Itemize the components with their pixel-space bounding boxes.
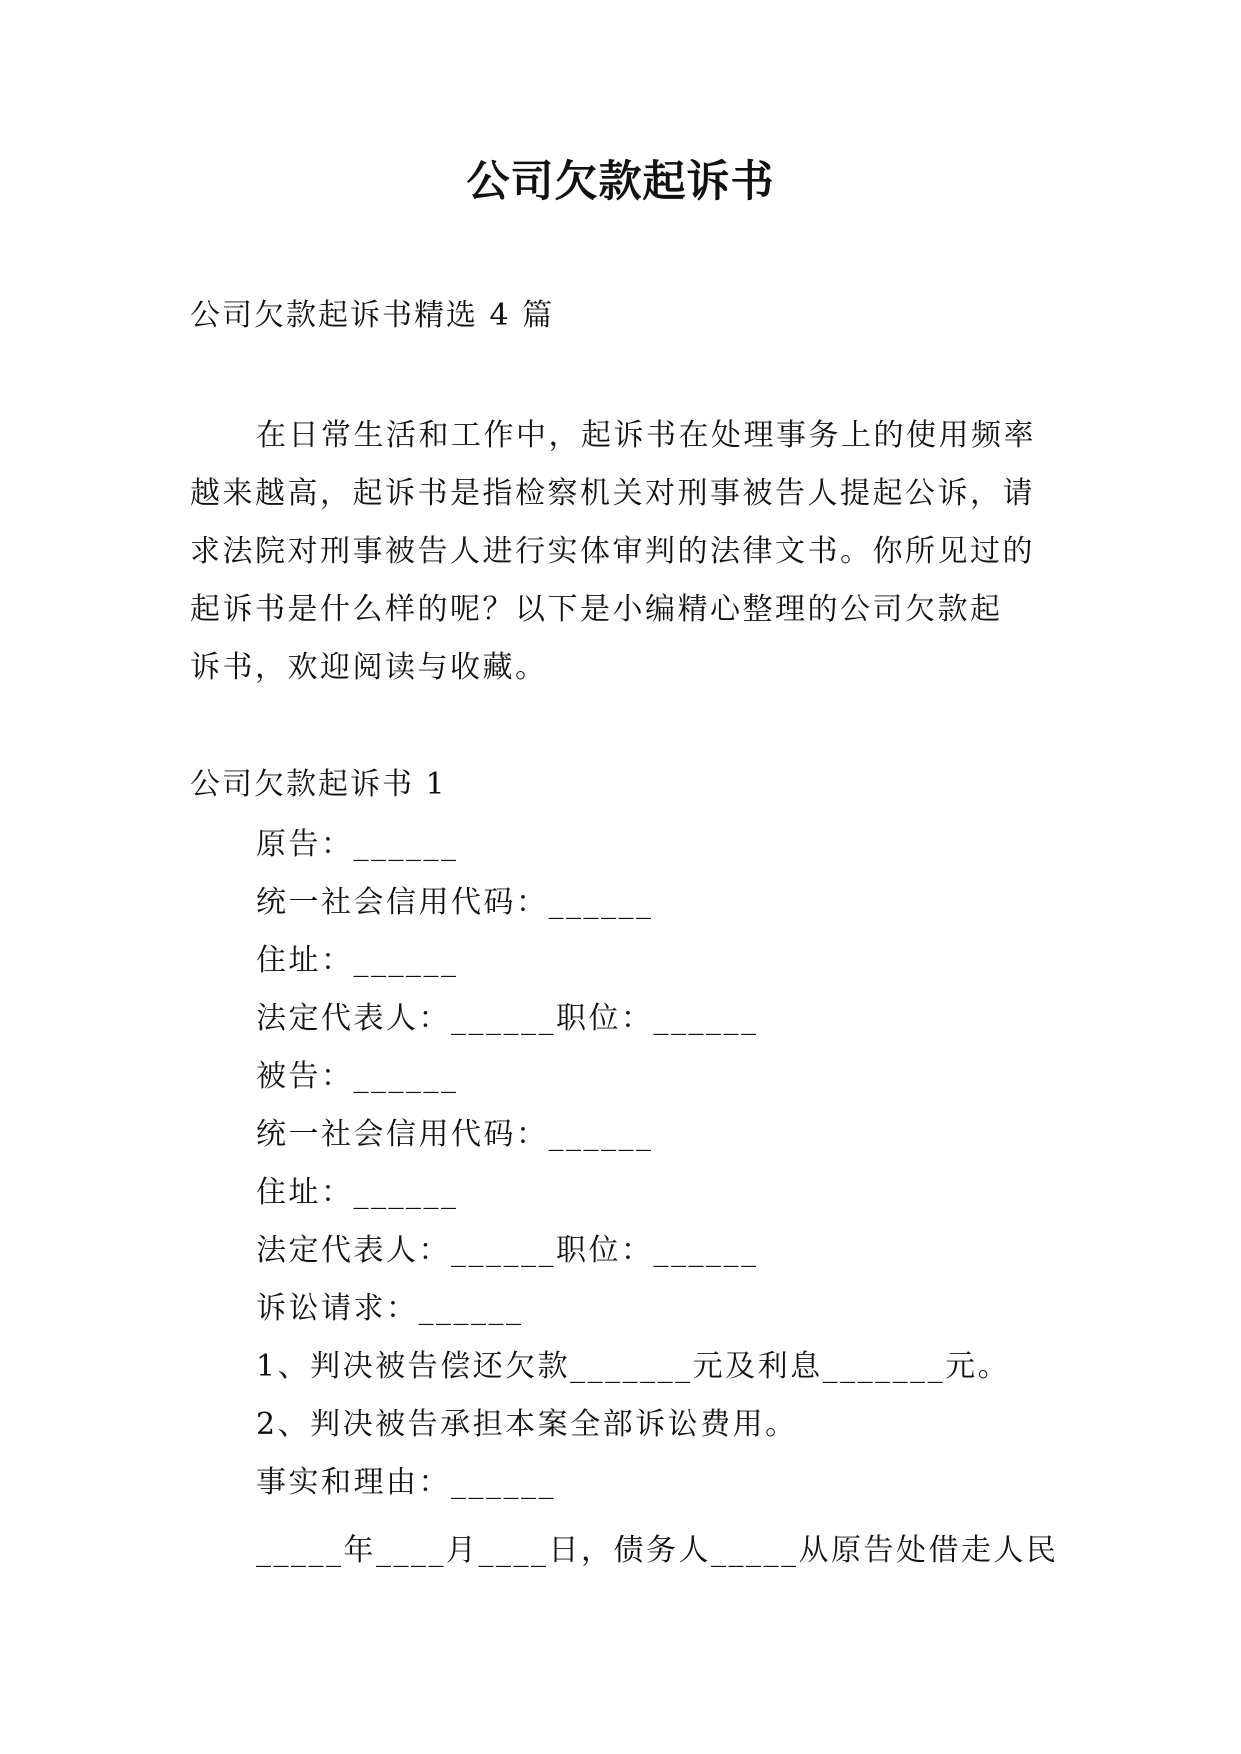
defendant-line: 被告：______ (256, 1059, 459, 1094)
facts-reasons-line: 事实和理由：______ (256, 1465, 556, 1500)
facts-text-line: _____年____月____日，债务人_____从原告处借走人民 (256, 1533, 1059, 1568)
intro-line: 起诉书是什么样的呢？以下是小编精心整理的公司欠款起 (190, 592, 1003, 627)
document-subtitle: 公司欠款起诉书精选 4 篇 (190, 298, 555, 333)
defendant-address-line: 住址：______ (256, 1175, 459, 1210)
claim-item-1: 1、判决被告偿还欠款_______元及利息_______元。 (256, 1349, 1011, 1384)
plaintiff-line: 原告：______ (256, 827, 459, 862)
intro-line: 越来越高，起诉书是指检察机关对刑事被告人提起公诉，请 (190, 476, 1035, 511)
defendant-credit-code-line: 统一社会信用代码：______ (256, 1117, 654, 1152)
intro-line: 诉书，欢迎阅读与收藏。 (190, 650, 548, 685)
claims-line: 诉讼请求：______ (256, 1291, 524, 1326)
section-heading: 公司欠款起诉书 1 (190, 767, 447, 802)
document-title: 公司欠款起诉书 (466, 157, 775, 207)
plaintiff-representative-line: 法定代表人：______职位：______ (256, 1001, 759, 1036)
defendant-representative-line: 法定代表人：______职位：______ (256, 1233, 759, 1268)
intro-paragraph (190, 407, 1048, 697)
intro-line: 在日常生活和工作中，起诉书在处理事务上的使用频率 (256, 418, 1036, 453)
plaintiff-address-line: 住址：______ (256, 943, 459, 978)
plaintiff-credit-code-line: 统一社会信用代码：______ (256, 885, 654, 920)
claim-item-2: 2、判决被告承担本案全部诉讼费用。 (256, 1407, 798, 1442)
form-fields (256, 816, 1056, 1512)
intro-line: 求法院对刑事被告人进行实体审判的法律文书。你所见过的 (190, 534, 1035, 569)
